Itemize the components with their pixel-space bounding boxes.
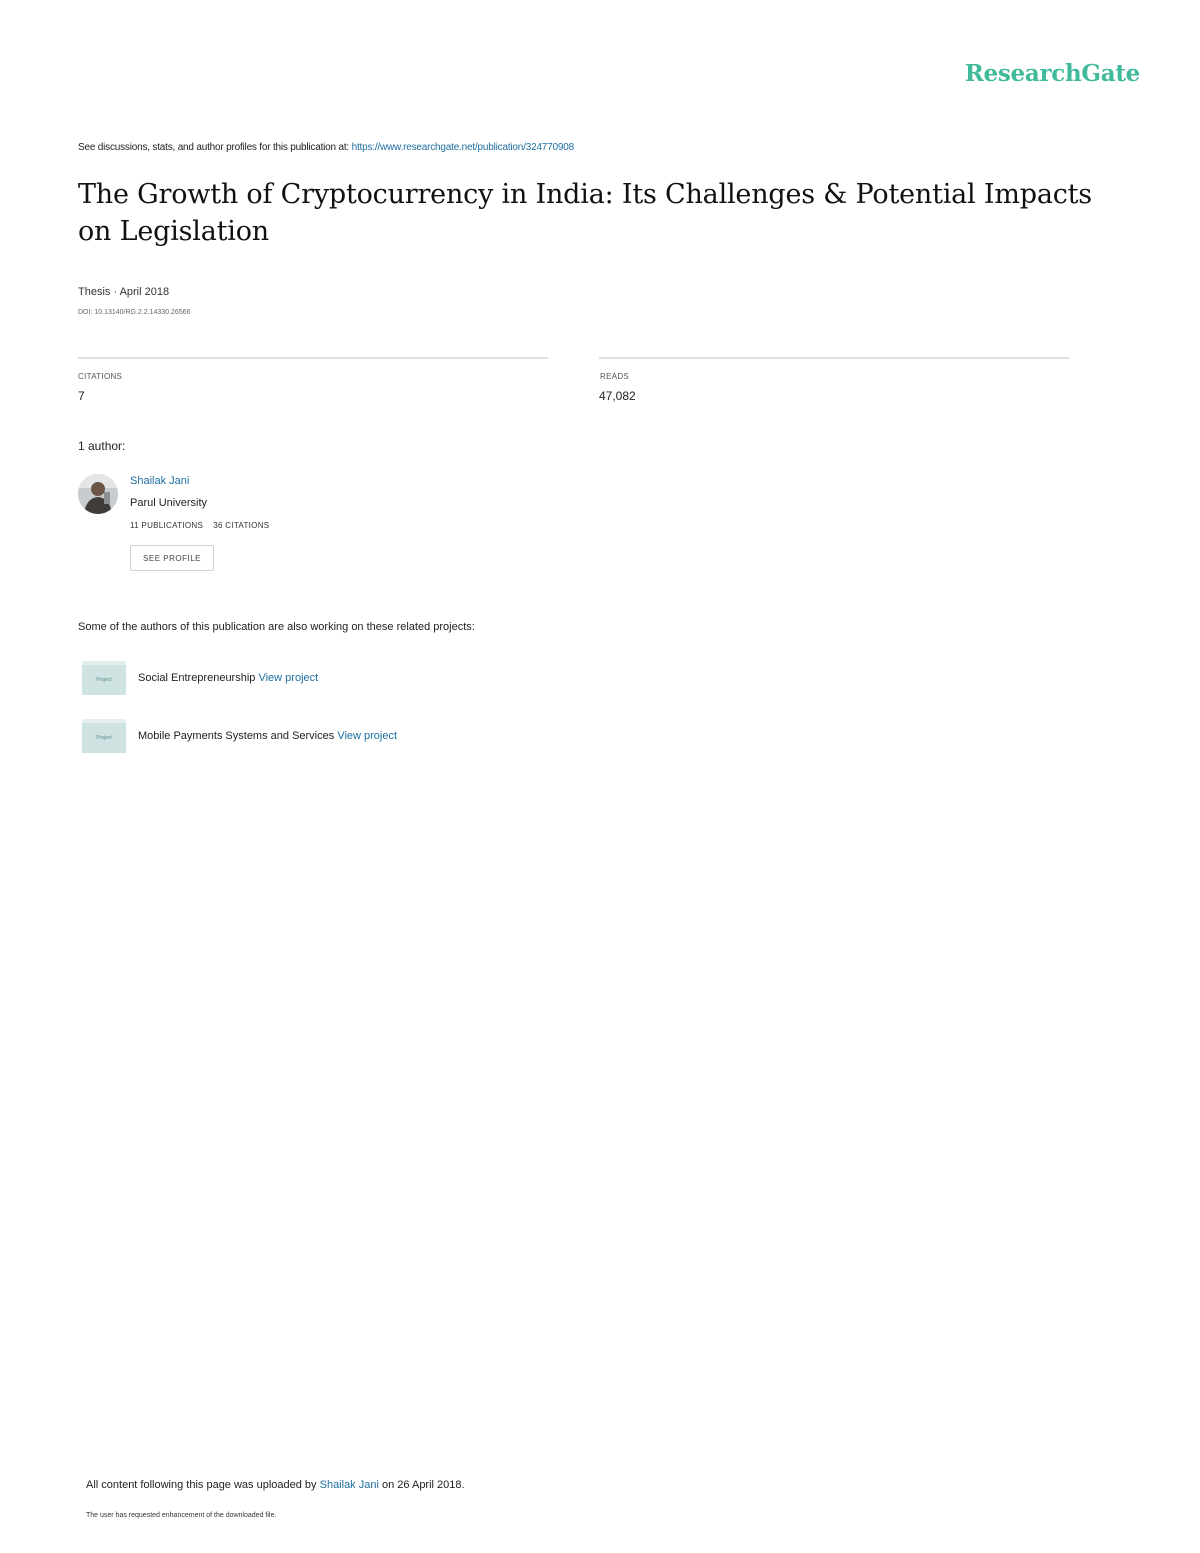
reads-value: 47,082 xyxy=(599,389,636,403)
citations-label: CITATIONS xyxy=(78,372,123,381)
publication-url-link[interactable]: https://www.researchgate.net/publication/324770908 xyxy=(351,142,574,153)
publication-title: The Growth of Cryptocurrency in India: Its Challenges & Potential Impacts on Legislation xyxy=(78,179,1092,247)
project-item xyxy=(82,718,397,754)
uploader-link[interactable]: Shailak Jani xyxy=(319,1479,379,1491)
enhancement-note: The user has requested enhancement of the downloaded file. xyxy=(86,1512,277,1519)
upload-notice xyxy=(86,1479,465,1491)
view-project-link[interactable]: View project xyxy=(337,730,398,742)
upload-prefix: All content following this page was uploaded by xyxy=(86,1479,317,1491)
author-avatar[interactable] xyxy=(78,474,118,514)
authors-heading: 1 author: xyxy=(78,439,126,453)
upload-suffix: on 26 April 2018. xyxy=(382,1479,465,1491)
reads-divider xyxy=(599,357,1069,359)
publication-doi: DOI: 10.13140/RG.2.2.14330.26566 xyxy=(78,309,191,316)
citations-divider xyxy=(78,357,548,359)
author-stats xyxy=(130,521,269,530)
see-profile-button[interactable]: SEE PROFILE xyxy=(130,545,214,571)
avatar-photo xyxy=(78,474,118,514)
citations-value: 7 xyxy=(78,389,85,403)
author-institution: Parul University xyxy=(130,497,208,509)
reads-label: READS xyxy=(600,372,630,381)
folder-icon: Project xyxy=(82,661,126,695)
folder-icon: Project xyxy=(82,719,126,753)
author-publications-count: 11 PUBLICATIONS xyxy=(130,521,204,530)
discussion-text: See discussions, stats, and author profiles for this publication at: xyxy=(78,142,349,153)
project-item xyxy=(82,660,318,696)
author-citations-count: 36 CITATIONS xyxy=(213,521,270,530)
discussion-line xyxy=(78,142,574,153)
publication-type-date: Thesis · April 2018 xyxy=(78,286,170,298)
author-name-link[interactable]: Shailak Jani xyxy=(130,475,190,487)
projects-heading: Some of the authors of this publication are also working on these related projects: xyxy=(78,621,475,633)
project-name: Mobile Payments Systems and Services xyxy=(138,730,335,742)
researchgate-logo[interactable]: ResearchGate xyxy=(964,60,1140,87)
project-name: Social Entrepreneurship xyxy=(138,672,256,684)
view-project-link[interactable]: View project xyxy=(258,672,319,684)
